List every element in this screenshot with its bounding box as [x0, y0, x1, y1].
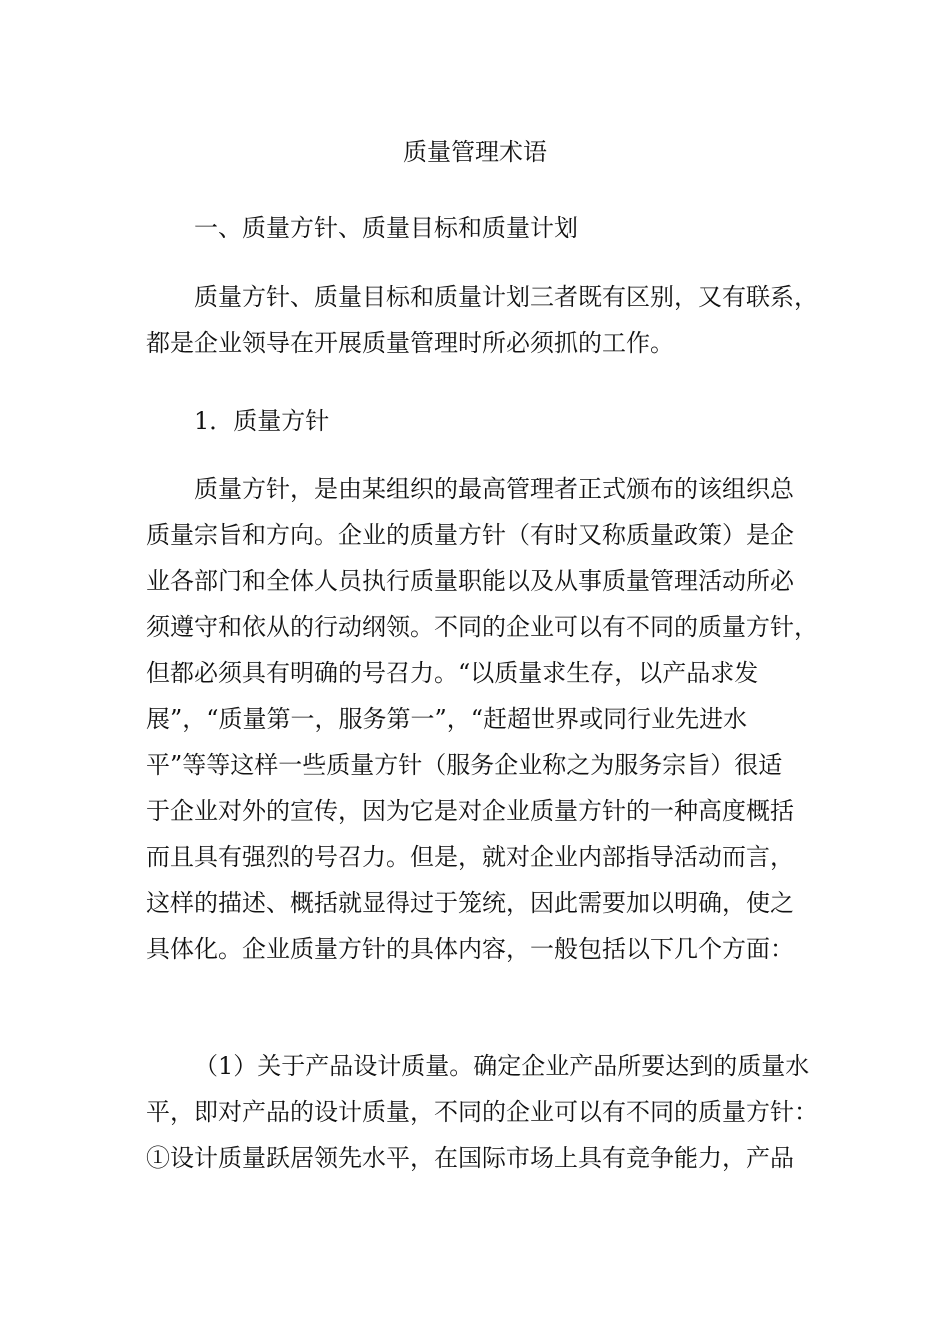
text-line: 而且具有强烈的号召力。但是，就对企业内部指导活动而言，: [146, 843, 794, 871]
section-heading: 一、质量方针、质量目标和质量计划: [194, 214, 578, 242]
text-line: 质量方针、质量目标和质量计划三者既有区别，又有联系，: [194, 283, 818, 311]
text-line: 平，即对产品的设计质量，不同的企业可以有不同的质量方针：: [146, 1098, 818, 1126]
text-line: 业各部门和全体人员执行质量职能以及从事质量管理活动所必: [146, 567, 794, 595]
text-line: 但都必须具有明确的号召力。“以质量求生存，以产品求发: [146, 659, 759, 687]
text-line: 平”等等这样一些质量方针（服务企业称之为服务宗旨）很适: [146, 751, 783, 779]
text-line: 具体化。企业质量方针的具体内容，一般包括以下几个方面：: [146, 935, 794, 963]
text-line: （1）关于产品设计质量。确定企业产品所要达到的质量水: [194, 1052, 810, 1080]
text-line: ①设计质量跃居领先水平，在国际市场上具有竞争能力，产品: [146, 1144, 794, 1172]
text-line: 于企业对外的宣传，因为它是对企业质量方针的一种高度概括: [146, 797, 794, 825]
intro-paragraph: [146, 274, 818, 366]
text-line: 这样的描述、概括就显得过于笼统，因此需要加以明确，使之: [146, 889, 794, 917]
page-title: 质量管理术语: [403, 138, 547, 166]
item-1-paragraph: [146, 1043, 818, 1181]
text-line: 须遵守和依从的行动纲领。不同的企业可以有不同的质量方针，: [146, 613, 818, 641]
text-line: 质量宗旨和方向。企业的质量方针（有时又称质量政策）是企: [146, 521, 794, 549]
quality-policy-paragraph: [146, 466, 818, 972]
text-line: 都是企业领导在开展质量管理时所必须抓的工作。: [146, 329, 674, 357]
subsection-heading: 1．质量方针: [194, 407, 330, 435]
text-line: 展”，“质量第一，服务第一”，“赶超世界或同行业先进水: [146, 705, 748, 733]
text-line: 质量方针，是由某组织的最高管理者正式颁布的该组织总: [194, 475, 794, 503]
